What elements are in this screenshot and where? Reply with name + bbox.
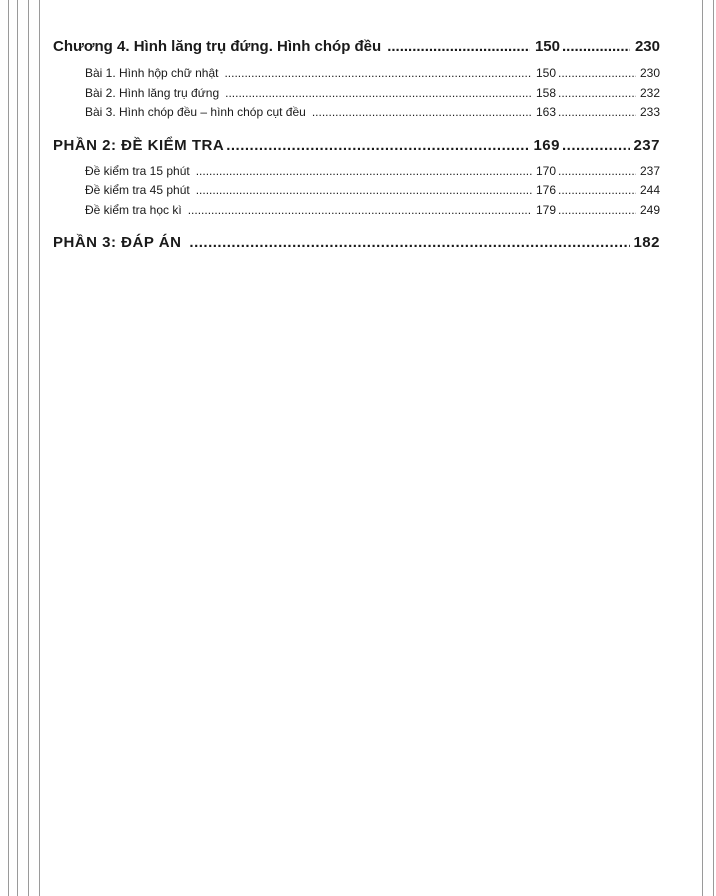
toc-page-number: 163 (535, 105, 556, 119)
toc-page-number: 150 (534, 38, 560, 55)
toc-part-3 (53, 232, 660, 254)
toc-entry-title: Bài 1. Hình hộp chữ nhật (85, 66, 219, 80)
leader-dots (558, 103, 636, 123)
page-edge-line (28, 0, 29, 896)
leader-dots (558, 84, 636, 104)
toc-page-number-answer: 232 (639, 85, 660, 100)
leader-dots (558, 162, 636, 182)
leader-dots (196, 181, 532, 201)
toc-lesson (53, 84, 660, 104)
toc-page-number-answer: 249 (639, 202, 660, 217)
page-edge-line (702, 0, 703, 896)
leader-dots (224, 64, 532, 84)
page-edge-line (8, 0, 9, 896)
toc-page-number: 179 (535, 202, 556, 217)
toc-page-number: 158 (535, 85, 556, 100)
toc-page-number: 170 (535, 163, 556, 178)
toc-entry-title: Đề kiểm tra học kì (85, 202, 182, 217)
toc-part-2 (53, 135, 660, 157)
toc-page-number: 182 (633, 234, 660, 251)
toc-entry-title: Bài 3. Hình chóp đều – hình chóp cụt đều (85, 105, 306, 119)
toc-lesson (53, 103, 660, 123)
toc-page-number-answer: 230 (634, 38, 660, 55)
leader-dots (189, 232, 630, 254)
toc-page-number-answer: 237 (639, 163, 660, 178)
toc-page-number-answer: 233 (639, 105, 660, 119)
toc-entry-title: PHẦN 2: ĐỀ KIỂM TRA (53, 136, 225, 154)
page-edge-line (713, 0, 714, 896)
page-edge-line (17, 0, 18, 896)
toc-page-number: 150 (535, 66, 556, 80)
toc-entry-title: Chương 4. Hình lăng trụ đứng. Hình chóp đều (53, 38, 382, 55)
toc-test-item (53, 201, 660, 221)
leader-dots (225, 84, 532, 104)
leader-dots (387, 36, 530, 58)
leader-dots (562, 135, 630, 157)
toc-test-item (53, 162, 660, 182)
toc-page-number-answer: 230 (639, 66, 660, 80)
toc-entry-title: Đề kiểm tra 45 phút (85, 183, 190, 197)
table-of-contents (53, 36, 660, 259)
toc-chapter-4 (53, 36, 660, 58)
leader-dots (558, 201, 636, 221)
toc-test-item (53, 181, 660, 201)
toc-entry-title: Bài 2. Hình lăng trụ đứng (85, 85, 220, 100)
page-edge-line (39, 0, 40, 896)
leader-dots (196, 162, 532, 182)
leader-dots (188, 201, 532, 221)
toc-page-number: 176 (535, 183, 556, 197)
toc-entry-title: Đề kiểm tra 15 phút (85, 163, 190, 178)
leader-dots (558, 181, 636, 201)
toc-entry-title: PHẦN 3: ĐÁP ÁN (53, 234, 182, 251)
leader-dots (562, 36, 630, 58)
toc-lesson (53, 64, 660, 84)
leader-dots (226, 135, 530, 157)
leader-dots (312, 103, 532, 123)
toc-page-number: 169 (533, 136, 560, 154)
toc-page-number-answer: 237 (633, 136, 660, 154)
leader-dots (558, 64, 636, 84)
toc-page-number-answer: 244 (639, 183, 660, 197)
